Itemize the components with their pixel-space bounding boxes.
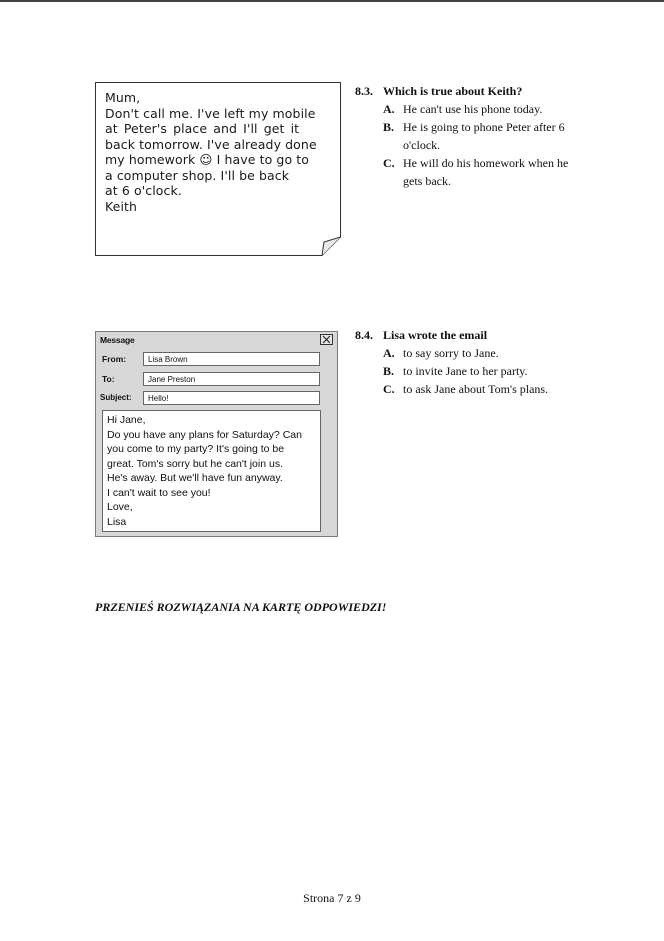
email-body-line: Lisa (107, 515, 127, 528)
note-line: at Peter's place and I'll get it (105, 121, 300, 136)
option-letter: C. (383, 156, 395, 170)
email-window (95, 331, 338, 537)
option-b (355, 118, 588, 154)
email-body-line: great. Tom's sorry but he can't join us. (107, 457, 283, 470)
email-body-line: you come to my party? It's going to be (107, 443, 285, 455)
option-a (355, 100, 588, 118)
close-icon[interactable] (320, 334, 333, 345)
option-letter: B. (383, 120, 395, 134)
note-text (105, 90, 333, 214)
note-line: a computer shop. I'll be back (105, 167, 290, 183)
note-line: back tomorrow. I've already done (105, 136, 317, 152)
option-c (355, 380, 588, 398)
option-c (355, 154, 588, 190)
option-letter: C. (383, 382, 395, 396)
note-line: Don't call me. I've left my mobile (105, 105, 316, 121)
note-line: at 6 o'clock. (105, 183, 182, 198)
question-8-4 (355, 326, 588, 398)
email-body[interactable] (102, 410, 321, 532)
email-body-line: Hi Jane, (107, 414, 146, 426)
page-number: Strona 7 z 9 (303, 891, 361, 905)
question-8-3 (355, 82, 588, 190)
option-text: to say sorry to Jane. (403, 346, 499, 360)
email-body-line: He's away. But we'll have fun anyway. (107, 472, 283, 484)
note-line: my homework ☺ I have to go to (105, 152, 310, 167)
option-text: He will do his homework when he gets back. (403, 156, 569, 188)
question-number: 8.3. (355, 84, 373, 98)
note-line: Mum, (105, 90, 141, 105)
from-field[interactable]: Lisa Brown (143, 352, 320, 366)
option-text: to invite Jane to her party. (403, 364, 528, 378)
subject-label: Subject: (100, 393, 132, 402)
option-letter: B. (383, 364, 395, 378)
sticky-note (95, 82, 341, 256)
from-label: From: (102, 354, 127, 364)
question-number: 8.4. (355, 328, 373, 342)
top-border-line (0, 0, 664, 2)
subject-field[interactable]: Hello! (143, 391, 320, 405)
transfer-instruction: PRZENIEŚ ROZWIĄZANIA NA KARTĘ ODPOWIEDZI! (95, 600, 387, 614)
email-body-line: Love, (107, 501, 133, 513)
to-label: To: (102, 374, 115, 384)
to-field[interactable]: Jane Preston (143, 372, 320, 386)
option-text: to ask Jane about Tom's plans. (403, 382, 549, 396)
question-title: Which is true about Keith? (383, 84, 523, 98)
note-line: Keith (105, 198, 138, 214)
email-body-line: Do you have any plans for Saturday? Can (107, 428, 302, 441)
option-letter: A. (383, 102, 395, 116)
option-letter: A. (383, 346, 395, 360)
email-body-line: I can't wait to see you! (107, 486, 211, 499)
option-text: He can't use his phone today. (403, 102, 543, 116)
option-text: He is going to phone Peter after 6 o'clock. (403, 120, 565, 152)
email-window-title: Message (100, 335, 135, 345)
option-a (355, 344, 588, 362)
question-title: Lisa wrote the email (383, 328, 488, 342)
option-b (355, 362, 588, 380)
